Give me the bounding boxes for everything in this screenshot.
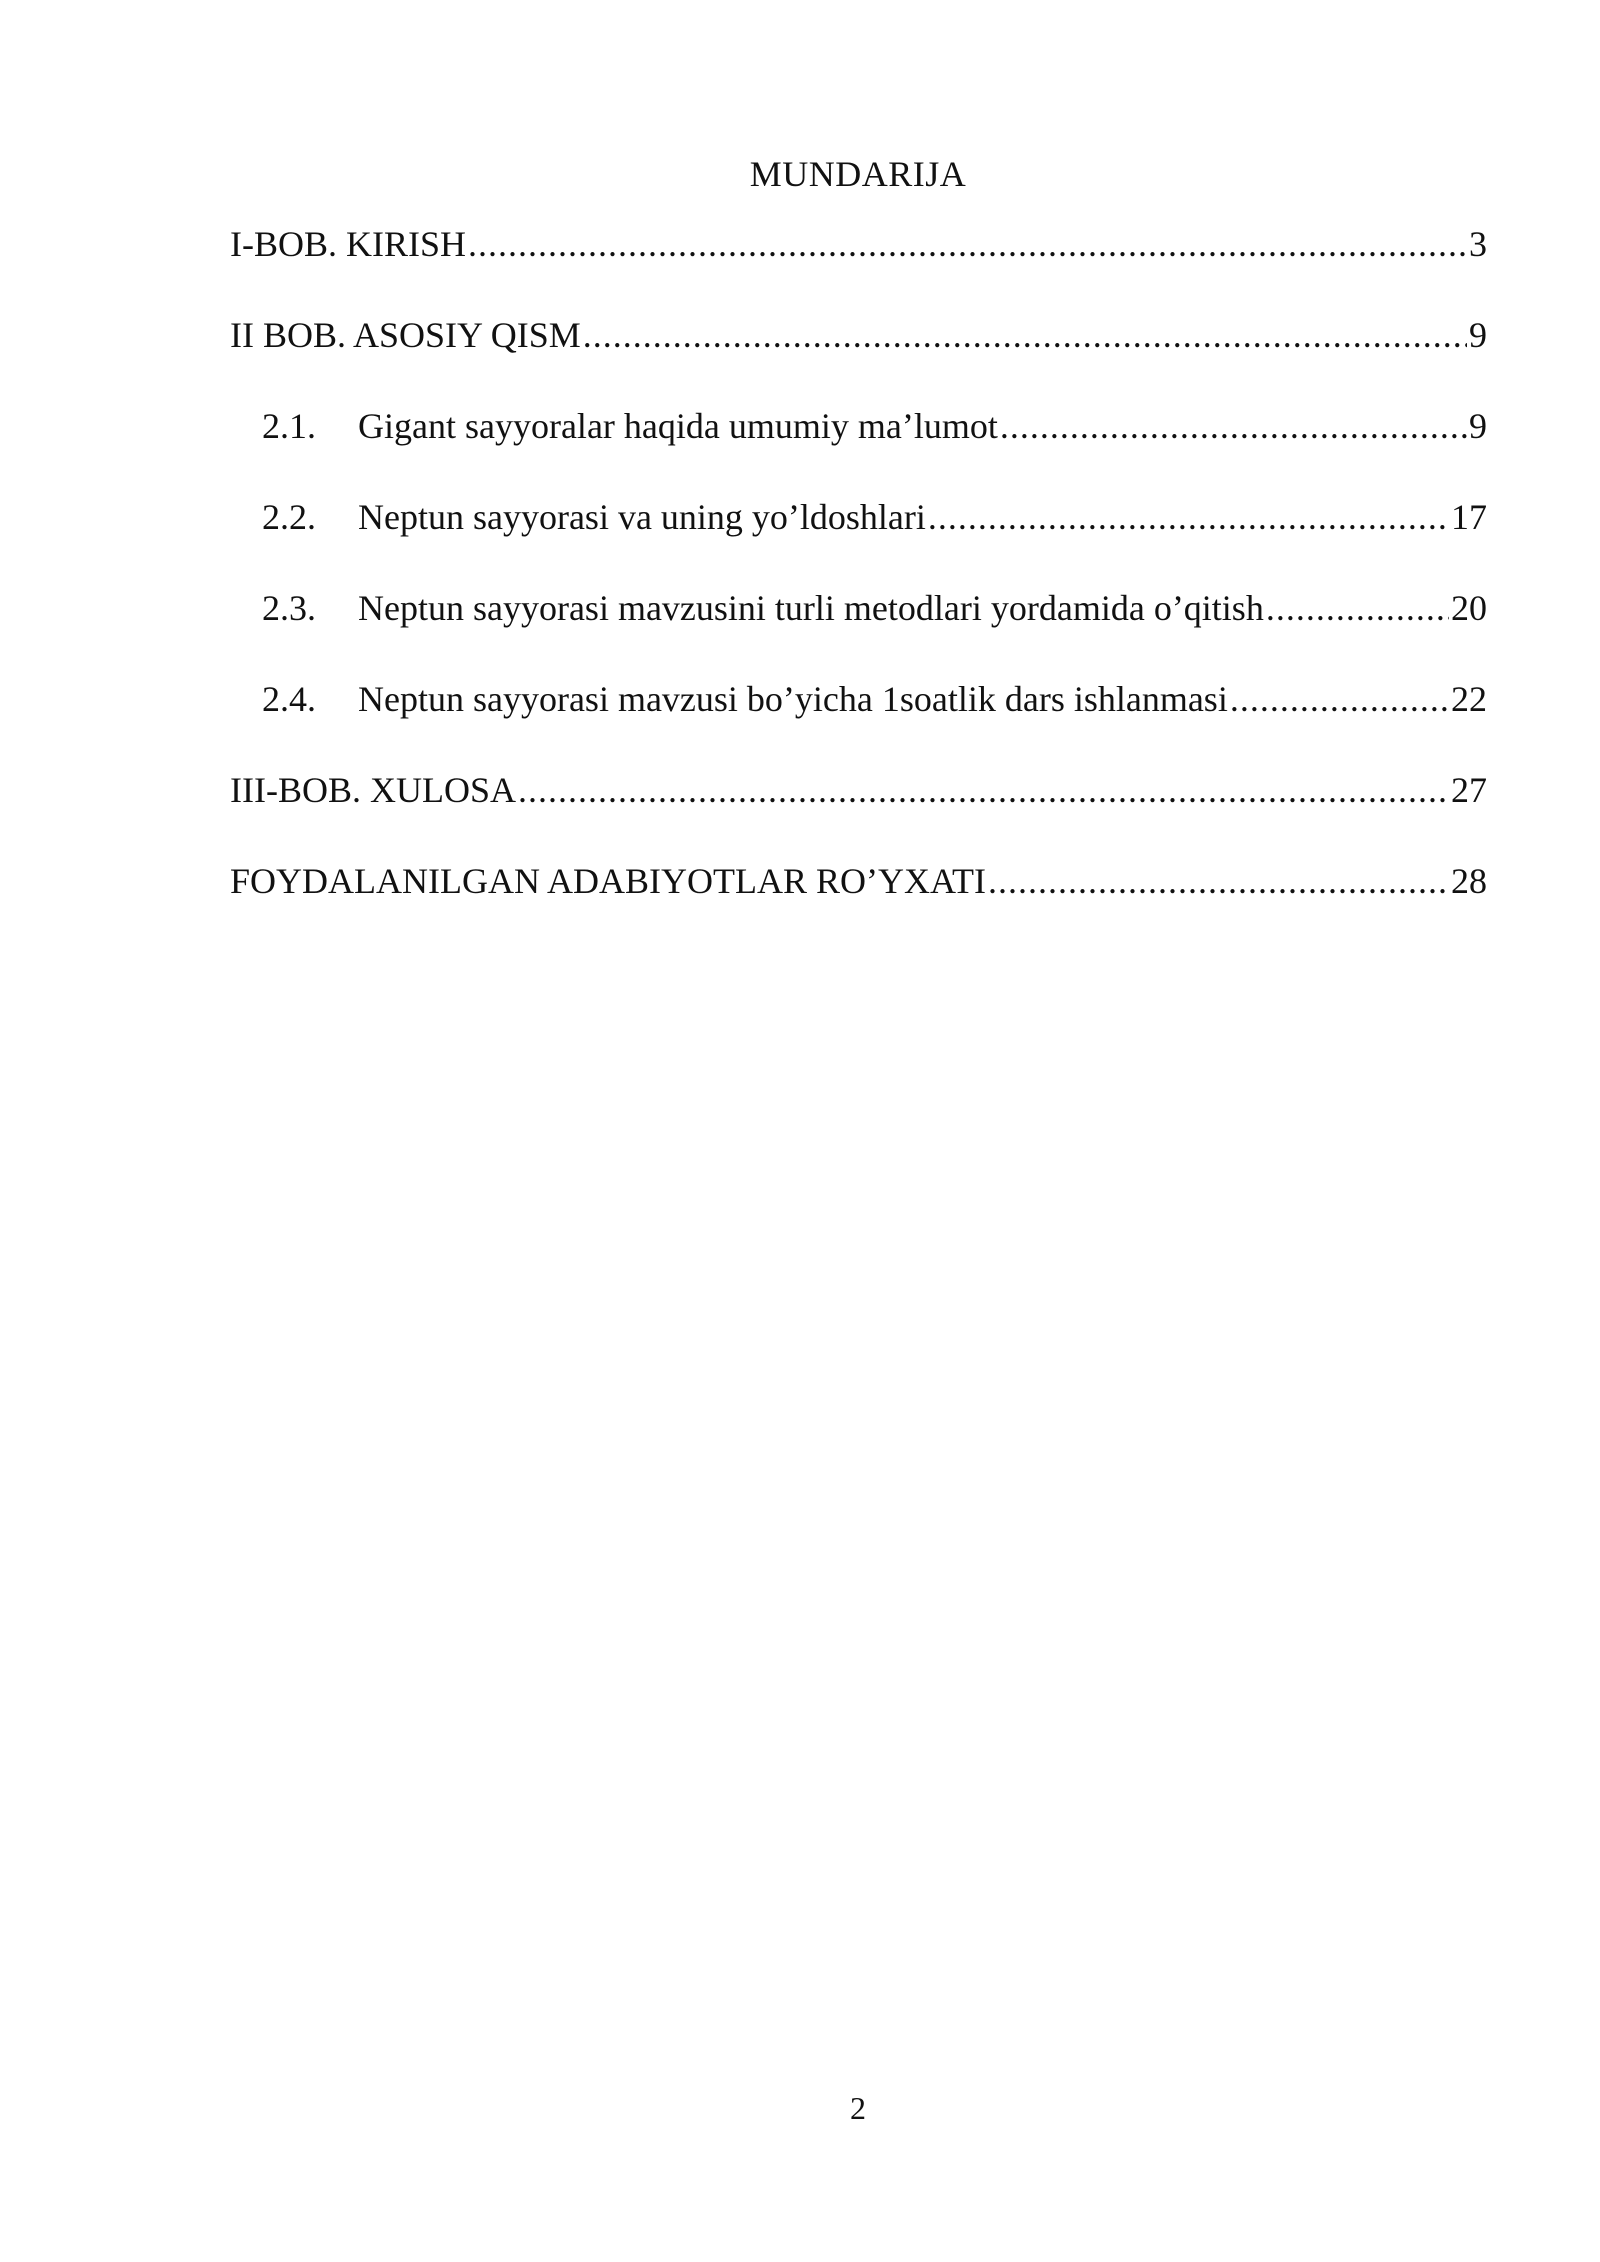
toc-entry-adabiyotlar[interactable] <box>230 855 1487 946</box>
table-of-contents <box>230 218 1487 946</box>
toc-entry-2-4[interactable] <box>230 673 1487 764</box>
toc-entry-text: Neptun sayyorasi va uning yo’ldoshlari <box>358 497 926 537</box>
toc-entry-text: Gigant sayyoralar haqida umumiy ma’lumot <box>358 406 998 446</box>
toc-entry-text: II BOB. ASOSIY QISM <box>230 315 581 355</box>
toc-entry-text: I-BOB. KIRISH <box>230 224 467 264</box>
toc-entry-page: 17 <box>1451 497 1487 537</box>
toc-dot-leader <box>468 218 1467 270</box>
page-number: 2 <box>850 2090 866 2126</box>
toc-entry-2-3[interactable] <box>230 582 1487 673</box>
toc-entry-number: 2.2. <box>262 497 316 537</box>
toc-dot-leader <box>1230 673 1449 725</box>
toc-title: MUNDARIJA <box>749 154 967 194</box>
toc-entry-page: 9 <box>1469 315 1487 355</box>
toc-entry-page: 3 <box>1469 224 1487 264</box>
toc-entry-page: 20 <box>1451 588 1487 628</box>
toc-entry-page: 22 <box>1451 679 1487 719</box>
toc-dot-leader <box>988 855 1449 907</box>
toc-dot-leader <box>1000 400 1467 452</box>
toc-dot-leader <box>928 491 1449 543</box>
toc-entry-kirish[interactable] <box>230 218 1487 309</box>
toc-entry-number: 2.3. <box>262 588 316 628</box>
toc-entry-page: 27 <box>1451 770 1487 810</box>
toc-dot-leader <box>518 764 1449 816</box>
toc-dot-leader <box>583 309 1467 361</box>
toc-entry-asosiy-qism[interactable] <box>230 309 1487 400</box>
toc-entry-number: 2.1. <box>262 406 316 446</box>
toc-entry-2-2[interactable] <box>230 491 1487 582</box>
toc-entry-number: 2.4. <box>262 679 316 719</box>
toc-entry-text: Neptun sayyorasi mavzusi bo’yicha 1soatlik dars ishlanmasi <box>358 679 1228 719</box>
toc-entry-page: 28 <box>1451 861 1487 901</box>
toc-entry-page: 9 <box>1469 406 1487 446</box>
toc-entry-xulosa[interactable] <box>230 764 1487 855</box>
toc-dot-leader <box>1266 582 1449 634</box>
toc-entry-text: FOYDALANILGAN ADABIYOTLAR RO’YXATI <box>230 861 986 901</box>
toc-entry-2-1[interactable] <box>230 400 1487 491</box>
toc-entry-text: III-BOB. XULOSA <box>230 770 516 810</box>
toc-entry-text: Neptun sayyorasi mavzusini turli metodlari yordamida o’qitish <box>358 588 1264 628</box>
